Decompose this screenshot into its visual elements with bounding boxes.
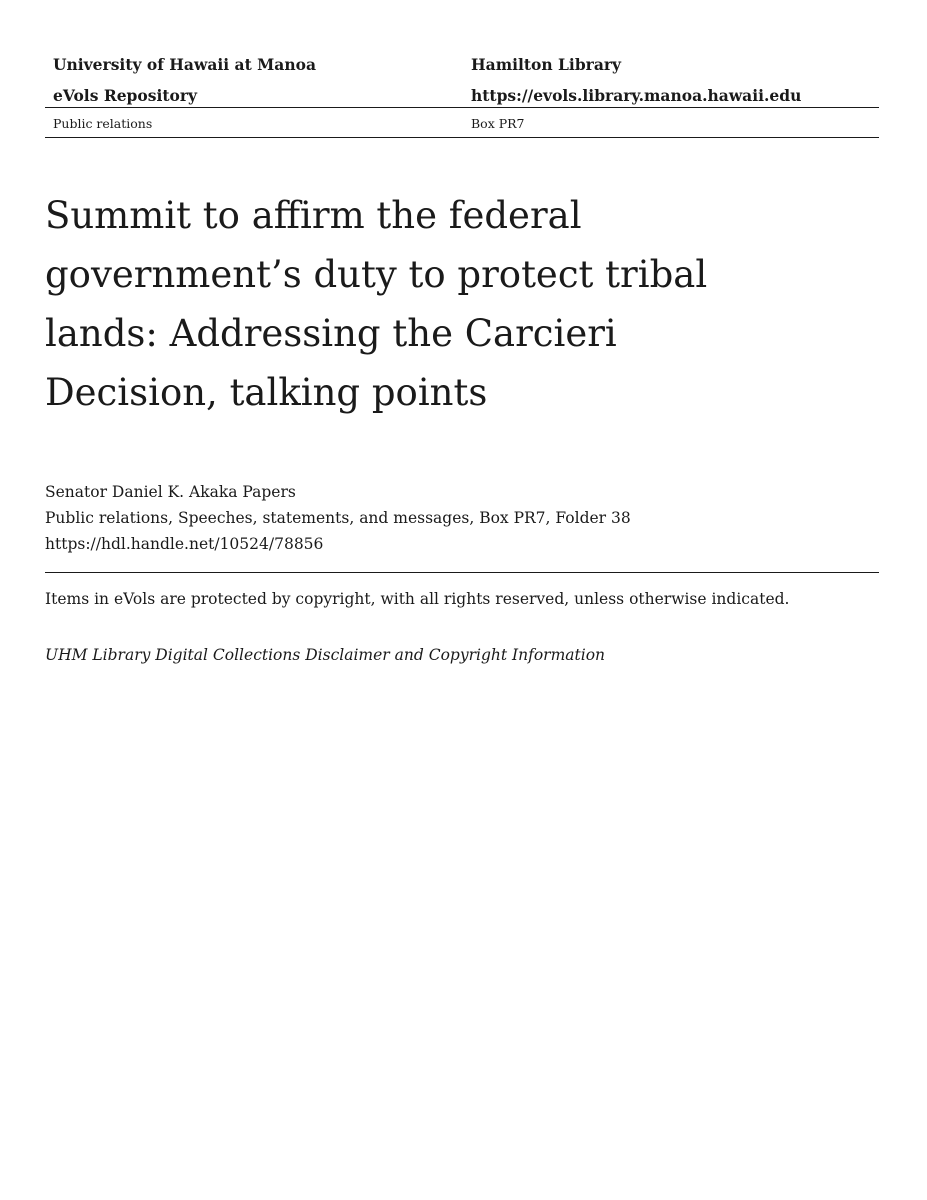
collection-name: Senator Daniel K. Akaka Papers bbox=[45, 483, 296, 501]
header-divider bbox=[45, 107, 879, 108]
handle-link[interactable]: https://hdl.handle.net/10524/78856 bbox=[45, 535, 324, 553]
header-row-1 bbox=[45, 52, 879, 83]
folder-location: Public relations, Speeches, statements, and messages, Box PR7, Folder 38 bbox=[45, 509, 631, 527]
library-name: Hamilton Library bbox=[471, 55, 622, 74]
series-divider bbox=[45, 137, 879, 138]
document-title: Summit to affirm the federal government’s duty to protect tribal lands: Addressing the Carcieri Decision, talking points bbox=[45, 194, 708, 414]
footer-divider bbox=[45, 572, 879, 573]
box-label: Box PR7 bbox=[471, 116, 525, 131]
copyright-notice: Items in eVols are protected by copyright, with all rights reserved, unless otherwise indicated. bbox=[45, 590, 790, 608]
header-row-2 bbox=[45, 83, 879, 114]
institution-name: University of Hawaii at Manoa bbox=[53, 55, 316, 74]
disclaimer-link[interactable]: UHM Library Digital Collections Disclaimer and Copyright Information bbox=[45, 646, 606, 664]
repository-url[interactable]: https://evols.library.manoa.hawaii.edu bbox=[471, 86, 802, 105]
series-name: Public relations bbox=[53, 116, 153, 131]
series-row bbox=[45, 113, 879, 137]
repository-header bbox=[45, 52, 879, 114]
repository-name: eVols Repository bbox=[53, 86, 198, 105]
document-metadata bbox=[45, 479, 631, 557]
